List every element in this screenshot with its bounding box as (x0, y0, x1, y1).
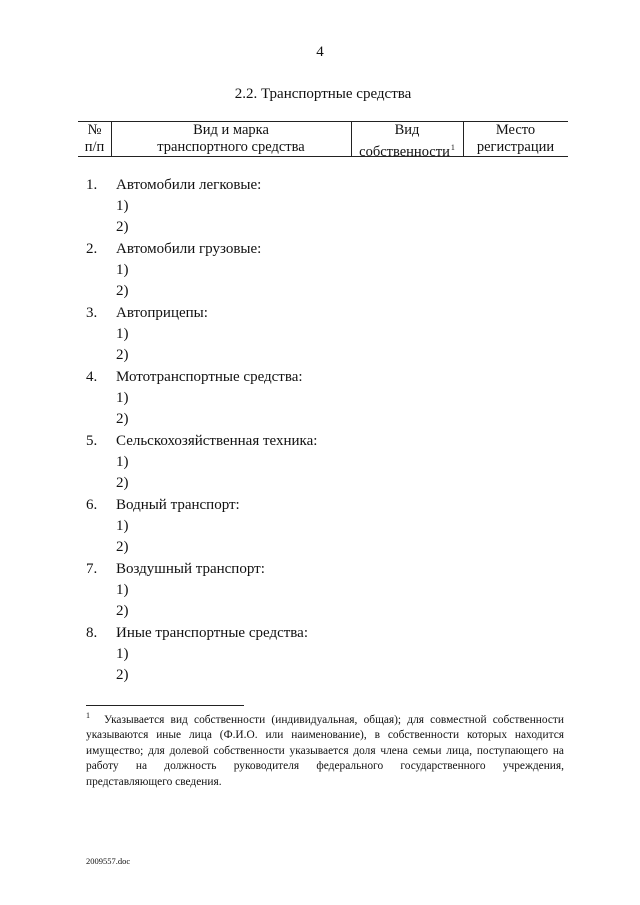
header-ownership-text: собственности (359, 144, 450, 160)
item-number: 6. (86, 497, 98, 513)
file-name: 2009557.doc (86, 856, 131, 866)
footnote-mark: 1 (86, 711, 90, 720)
header-number-line1: № (87, 122, 102, 138)
sub-item: 2) (116, 539, 129, 555)
header-type-brand-line1: Вид и марка (193, 122, 269, 138)
header-type-brand (111, 122, 351, 156)
item-label: Автомобили грузовые: (116, 241, 262, 257)
vehicle-list (86, 174, 566, 686)
list-item (86, 430, 566, 452)
table-bottom-border (78, 156, 568, 157)
list-item (86, 302, 566, 324)
item-label: Автоприцепы: (116, 305, 208, 321)
page-number: 4 (316, 44, 324, 60)
header-registration-line2: регистрации (476, 139, 555, 155)
item-number: 2. (86, 241, 98, 257)
item-number: 8. (86, 625, 98, 641)
item-label: Воздушный транспорт: (116, 561, 265, 577)
sub-item: 1) (116, 390, 129, 406)
item-number: 5. (86, 433, 98, 449)
footnote (86, 708, 564, 790)
header-registration-line1: Место (495, 122, 536, 138)
list-item (86, 494, 566, 516)
item-number: 4. (86, 369, 98, 385)
table-header (78, 121, 568, 160)
sub-item: 2) (116, 667, 129, 683)
list-item (86, 174, 566, 196)
header-number (78, 122, 111, 156)
header-ownership (351, 122, 463, 161)
section-title: 2.2. Транспортные средства (234, 86, 412, 102)
item-label: Мототранспортные средства: (116, 369, 303, 385)
list-item (86, 622, 566, 644)
footnote-text: Указывается вид собственности (индивидуальная, общая); для совместной собственности указываются иные лица (Ф.И.О. или наименование), в собственности которых находится имущество; для долевой собственности указывается доля члена семьи лица, поступающего на работу на должность руководителя федерального государственного учреждения, представляющего сведения. (86, 714, 564, 788)
sub-item: 1) (116, 262, 129, 278)
header-ownership-line1: Вид (394, 122, 420, 138)
item-label: Сельскохозяйственная техника: (116, 433, 318, 449)
sub-item: 2) (116, 411, 129, 427)
header-registration (463, 122, 568, 156)
sub-item: 1) (116, 582, 129, 598)
sub-item: 2) (116, 603, 129, 619)
list-item (86, 366, 566, 388)
item-number: 7. (86, 561, 98, 577)
item-number: 1. (86, 177, 98, 193)
sub-item: 2) (116, 283, 129, 299)
sub-item: 1) (116, 198, 129, 214)
sub-item: 1) (116, 646, 129, 662)
item-number: 3. (86, 305, 98, 321)
header-number-line2: п/п (84, 139, 105, 155)
sub-item: 1) (116, 518, 129, 534)
item-label: Иные транспортные средства: (116, 625, 308, 641)
list-item (86, 558, 566, 580)
sub-item: 2) (116, 219, 129, 235)
footnote-reference: 1 (450, 143, 455, 152)
header-type-brand-line2: транспортного средства (157, 139, 305, 155)
sub-item: 2) (116, 347, 129, 363)
sub-item: 2) (116, 475, 129, 491)
sub-item: 1) (116, 326, 129, 342)
footnote-rule (86, 705, 244, 706)
sub-item: 1) (116, 454, 129, 470)
item-label: Автомобили легковые: (116, 177, 262, 193)
list-item (86, 238, 566, 260)
header-ownership-line2 (351, 139, 463, 161)
item-label: Водный транспорт: (116, 497, 240, 513)
